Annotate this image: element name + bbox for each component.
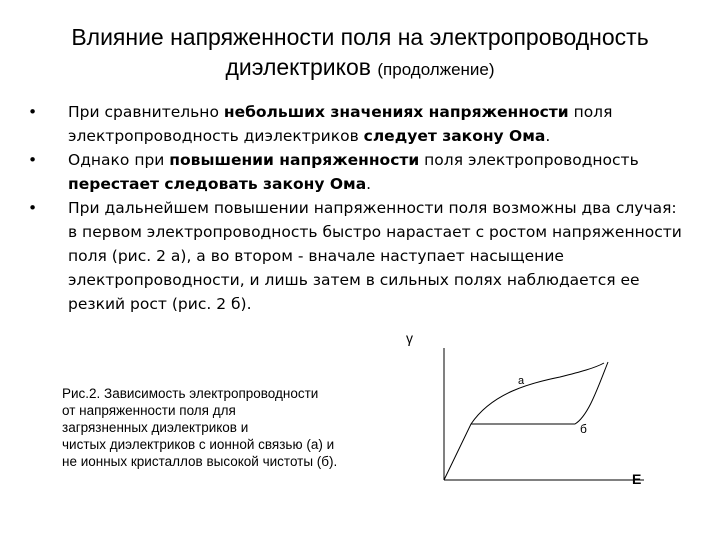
- curve-a-label: а: [518, 375, 525, 387]
- curve-b-label: б: [580, 422, 587, 436]
- title-line-2: [0, 52, 720, 85]
- bullet-text: Однако при: [68, 151, 170, 169]
- bullet-item: [28, 100, 688, 148]
- curve-b: [471, 362, 608, 424]
- slide-title: [0, 22, 720, 85]
- bullet-text: При сравнительно: [68, 103, 224, 121]
- caption-line: Рис.2. Зависимость электропроводности: [62, 386, 319, 401]
- y-axis-label: γ: [406, 330, 413, 346]
- title-main: диэлектриков: [225, 54, 371, 80]
- caption-line: от напряженности поля для: [62, 403, 236, 418]
- bullet-text-bold: следует закону Ома: [363, 127, 546, 145]
- title-subtitle: (продолжение): [377, 60, 495, 79]
- bullet-item: [28, 148, 688, 196]
- bullet-text-bold: перестает следовать закону Ома: [68, 175, 367, 193]
- bullet-text: поля электропроводность диэлектриков: [68, 103, 613, 145]
- bullet-item: [28, 196, 688, 316]
- bullet-marker: •: [28, 103, 38, 121]
- conductivity-graph: [400, 328, 660, 498]
- bullet-text: При дальнейшем повышении напряженности поля возможны два случая: в первом электропроводность быстро нарастает с ростом напряженности поля (рис. 2 а), а во втором - вначале наступает насыщение электропроводности, и лишь затем в сильных полях наблюдается ее резкий рост (рис. 2 б).: [68, 199, 682, 313]
- bullet-text-bold: небольших значениях напряженности: [223, 103, 569, 121]
- bullet-marker: •: [28, 151, 38, 169]
- figure-caption: [62, 385, 402, 470]
- caption-line: загрязненных диэлектриков и: [62, 420, 249, 435]
- bullet-text: .: [366, 175, 372, 193]
- x-axis-label: E: [632, 471, 642, 487]
- caption-line: чистых диэлектриков с ионной связью (а) и: [62, 437, 335, 452]
- bullet-marker: •: [28, 199, 38, 217]
- bullet-text-bold: повышении напряженности: [169, 151, 420, 169]
- bullet-list: [28, 100, 688, 316]
- bullet-text: поля электропроводность: [419, 151, 639, 169]
- caption-line: не ионных кристаллов высокой чистоты (б).: [62, 454, 338, 469]
- bullet-text: .: [545, 127, 551, 145]
- title-line-1: Влияние напряженности поля на электропроводность: [71, 24, 649, 50]
